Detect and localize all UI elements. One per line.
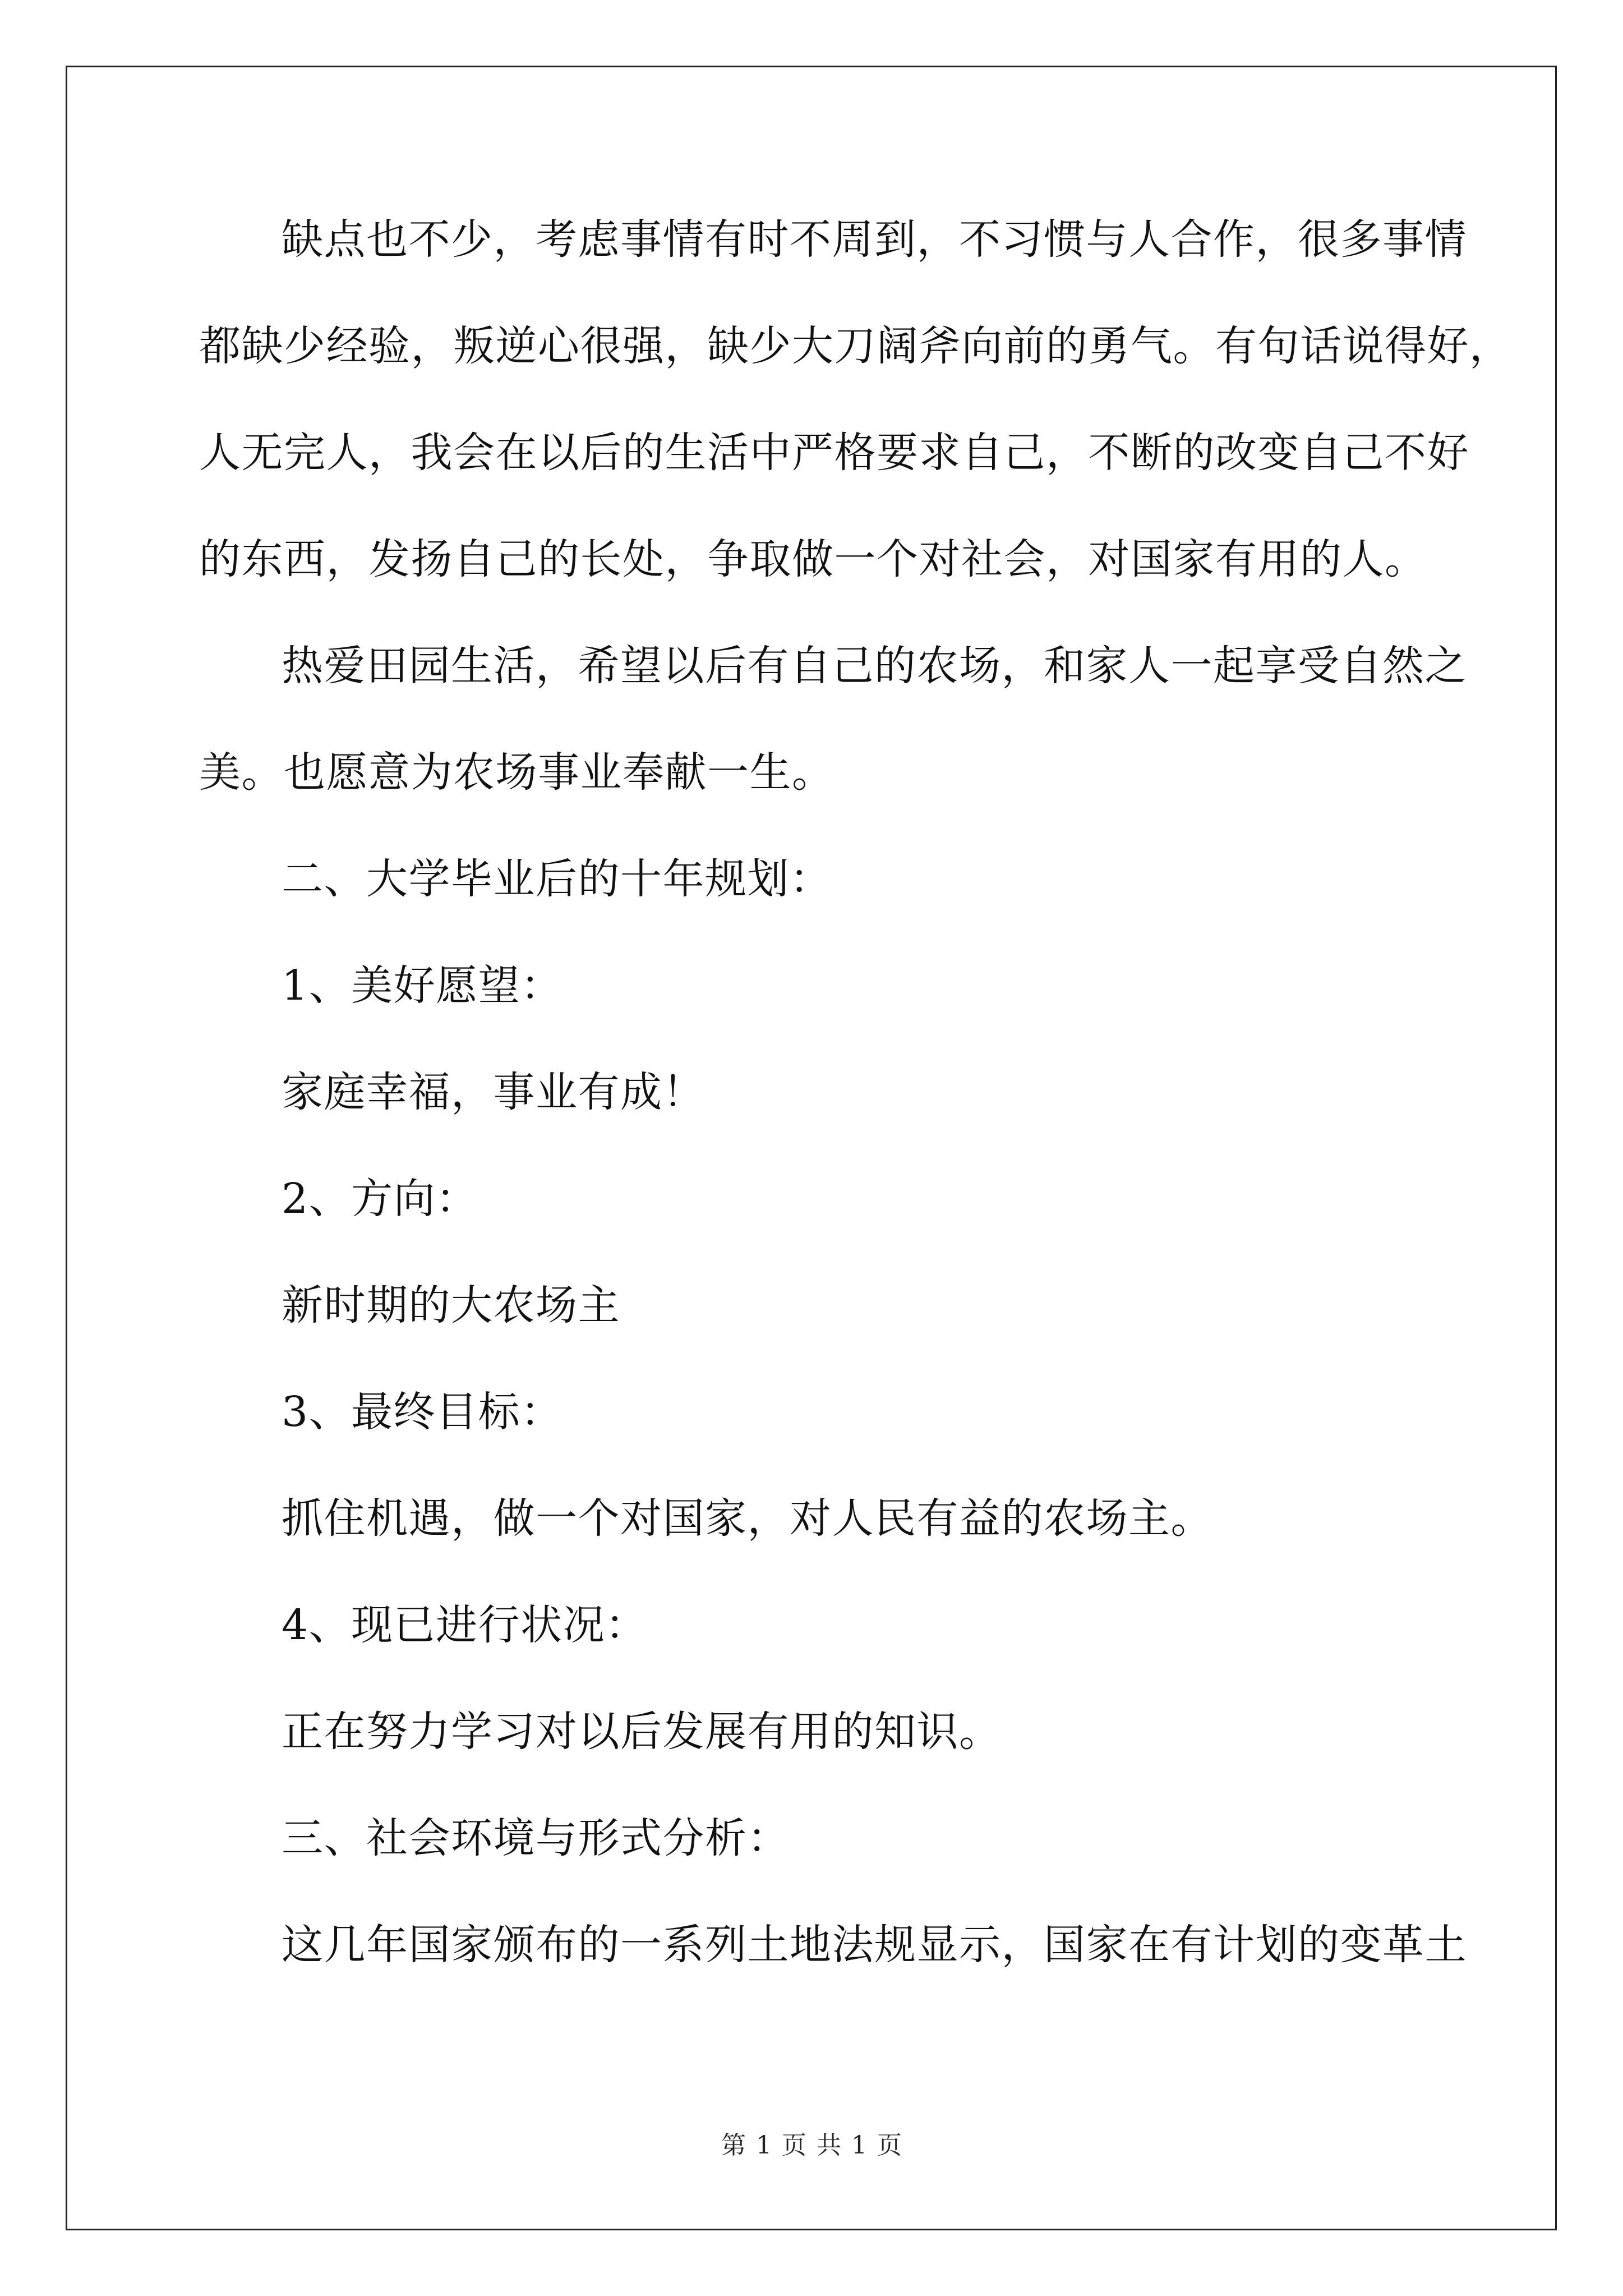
- subheading: 2、方向：: [282, 1175, 478, 1223]
- section-heading: 二、大学毕业后的十年规划：: [282, 855, 832, 903]
- subheading: 1、美好愿望：: [282, 961, 563, 1010]
- page-border: [66, 66, 1557, 2230]
- paragraph-line: 家庭幸福，事业有成！: [282, 1068, 705, 1116]
- paragraph-line: 人无完人，我会在以后的生活中严格要求自己，不断的改变自己不好: [199, 429, 1469, 477]
- section-heading: 三、社会环境与形式分析：: [282, 1814, 790, 1862]
- paragraph-line: 新时期的大农场主: [282, 1281, 620, 1329]
- paragraph-line: 缺点也不少，考虑事情有时不周到，不习惯与人合作，很多事情: [282, 215, 1467, 264]
- paragraph-line: 热爱田园生活，希望以后有自己的农场，和家人一起享受自然之: [282, 642, 1467, 690]
- paragraph-line: 这几年国家颁布的一系列土地法规显示，国家在有计划的变革土: [282, 1921, 1467, 1969]
- subheading: 4、现已进行状况：: [282, 1601, 648, 1649]
- paragraph-line: 美。也愿意为农场事业奉献一生。: [199, 748, 834, 797]
- paragraph-line: 的东西，发扬自己的长处，争取做一个对社会，对国家有用的人。: [199, 535, 1427, 583]
- paragraph-line: 抓住机遇，做一个对国家，对人民有益的农场主。: [282, 1494, 1213, 1543]
- subheading: 3、最终目标：: [282, 1388, 563, 1436]
- paragraph-line: 正在努力学习对以后发展有用的知识。: [282, 1708, 1002, 1756]
- paragraph-line: 都缺少经验，叛逆心很强，缺少大刀阔斧向前的勇气。有句话说得好，: [199, 322, 1512, 370]
- page-footer: 第 1 页 共 1 页: [721, 2131, 902, 2160]
